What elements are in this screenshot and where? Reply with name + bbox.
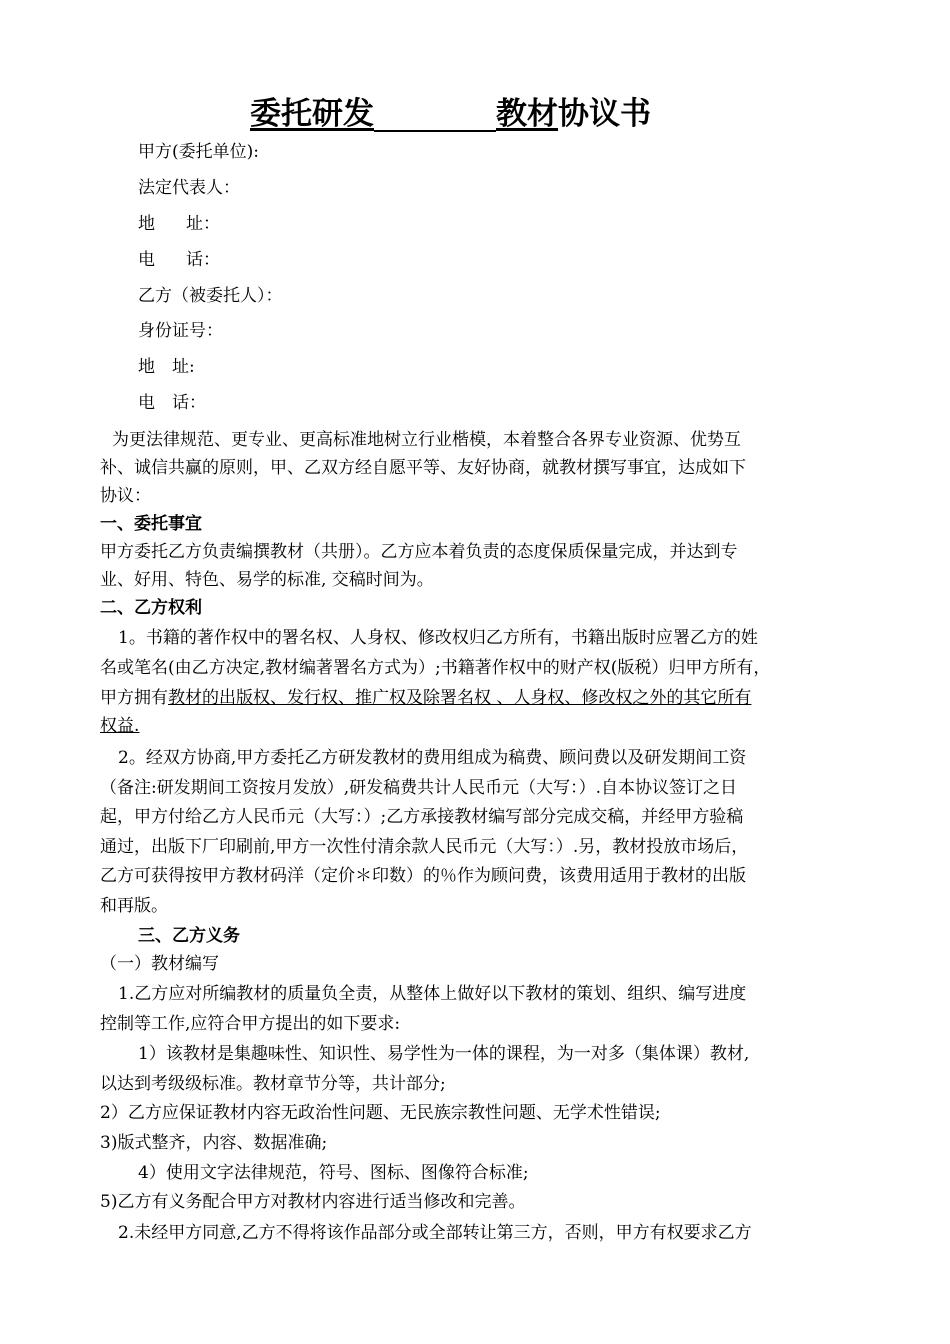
section-2-p2-line-3: 起，甲方付给乙方人民币元（大写：）;乙方承接教材编写部分完成交稿，并经甲方验稿 [100, 807, 744, 827]
section-3-subheading-1: （一）教材编写 [100, 954, 219, 974]
section-3-p1-line-2: 控制等工作,应符合甲方提出的如下要求: [100, 1014, 401, 1034]
section-2-p1-line-1: 1。书籍的著作权中的署名权、人身权、修改权归乙方所有，书籍出版时应署乙方的姓 [118, 628, 758, 648]
title-blank [374, 100, 496, 132]
party-a-address: 地 址： [138, 214, 220, 234]
section-3-heading: 三、乙方义务 [138, 926, 240, 946]
title-part1: 委托研发 [250, 96, 374, 132]
section-2-heading: 二、乙方权利 [100, 598, 202, 618]
section-2-p1-line-4: 权益. [100, 716, 140, 736]
section-2-p1-line-3: 甲方拥有教材的出版权、发行权、推广权及除署名权 、人身权、修改权之外的其它所有 [100, 688, 752, 708]
section-1-heading: 一、委托事宜 [100, 514, 202, 534]
party-a-phone: 电 话： [138, 250, 220, 270]
document-title [250, 92, 710, 136]
id-number-label: 身份证号： [138, 321, 223, 341]
requirement-3: 3)版式整齐，内容、数据准确; [100, 1133, 328, 1153]
requirement-5: 5)乙方有义务配合甲方对教材内容进行适当修改和完善。 [100, 1192, 526, 1212]
party-a-label: 甲方(委托单位): [138, 142, 259, 162]
section-2-p2-line-5: 乙方可获得按甲方教材码洋（定价＊印数）的％作为顾问费，该费用适用于教材的出版 [100, 866, 746, 886]
section-3-p1-line-1: 1.乙方应对所编教材的质量负全责，从整体上做好以下教材的策划、组织、编写进度 [118, 984, 747, 1004]
title-part2: 教材 [496, 96, 558, 132]
section-2-p2-line-1: 2。经双方协商,甲方委托乙方研发教材的费用组成为稿费、顾问费以及研发期间工资 [118, 748, 747, 768]
requirement-1-line-1: 1）该教材是集趣味性、知识性、易学性为一体的课程，为一对多（集体课）教材, [138, 1044, 750, 1064]
section-2-p1-line-2: 名或笔名(由乙方决定,教材编著署名方式为）;书籍著作权中的财产权(版税）归甲方所有， [100, 658, 771, 678]
party-b-label: 乙方（被委托人）： [138, 286, 283, 306]
requirement-4: 4）使用文字法律规范，符号、图标、图像符合标准; [138, 1163, 529, 1183]
legal-rep-label: 法定代表人： [138, 178, 240, 198]
intro-line-1: 为更法律规范、更专业、更高标准地树立行业楷模，本着整合各界专业资源、优势互 [112, 430, 741, 450]
section-2-p2-line-2: （备注:研发期间工资按月发放）,研发稿费共计人民币元（大写：）.自本协议签订之日 [100, 778, 738, 798]
title-part3: 协议书 [558, 96, 651, 132]
section-1-line-1: 甲方委托乙方负责编撰教材（共册）。乙方应本着负责的态度保质保量完成，并达到专 [100, 542, 738, 562]
section-1-line-2: 业、好用、特色、易学的标准, 交稿时间为。 [100, 570, 434, 590]
requirement-2: 2）乙方应保证教材内容无政治性问题、无民族宗教性问题、无学术性错误; [100, 1103, 661, 1123]
section-2-p2-line-6: 和再版。 [100, 896, 168, 916]
section-3-p2-line-1: 2.未经甲方同意,乙方不得将该作品部分或全部转让第三方，否则，甲方有权要求乙方 [118, 1223, 752, 1243]
intro-line-2: 补、诚信共赢的原则，甲、乙双方经自愿平等、友好协商，就教材撰写事宜，达成如下 [100, 458, 746, 478]
party-b-phone: 电 话： [138, 393, 206, 413]
section-2-p2-line-4: 通过，出版下厂印刷前,甲方一次性付清余款人民币元（大写：）.另，教材投放市场后， [100, 837, 749, 857]
party-b-address: 地 址: [138, 357, 195, 377]
requirement-1-line-2: 以达到考级级标准。教材章节分等，共计部分; [100, 1074, 446, 1094]
intro-line-3: 协议： [100, 486, 151, 506]
